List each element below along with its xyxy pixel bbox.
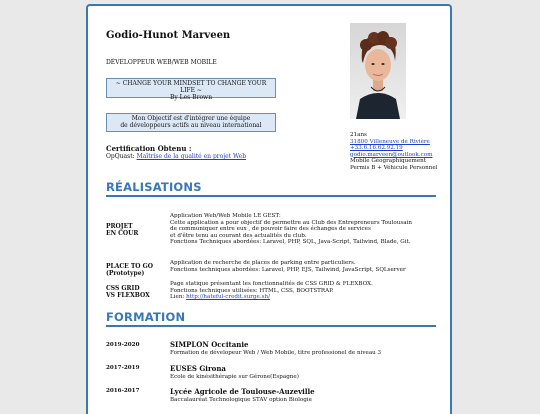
project-label: [106, 223, 138, 237]
objective-line-1: Mon Objectif est d'intégrer une équipe: [131, 115, 251, 122]
project-label-line: EN COUR: [106, 230, 139, 237]
formation-description: Formation de dévelopeur Web / Web Mobile, titre professionel de niveau 3: [170, 350, 382, 356]
formation-school: Lycée Agricole de Toulouse-Auzeville: [170, 387, 315, 396]
project-desc-line: Fonctions Techniques abordées: Laravel, PHP, SQL, Java-Script, Tailwind, Blade, Git.: [170, 239, 411, 245]
formation-school: SIMPLON Occitanie: [170, 340, 249, 349]
formation-title: FORMATION: [106, 310, 186, 324]
formation-years: 2017-2019: [106, 365, 140, 371]
address-link[interactable]: 31800 Villeneuve de Rivière: [350, 138, 430, 145]
job-title: DÉVELOPPEUR WEB/WEB MOBILE: [106, 59, 217, 66]
project-label-line: PROJET: [106, 223, 133, 230]
driving-license: Permis B + Véhicule Personnel: [350, 164, 438, 171]
realisations-title: RÉALISATIONS: [106, 180, 202, 194]
profile-photo: [350, 23, 406, 119]
objective-box: [106, 113, 276, 132]
quote-text: ~ CHANGE YOUR MINDSET TO CHANGE YOUR LIFE ~: [115, 80, 267, 94]
formation-divider: [106, 325, 436, 327]
certification-link[interactable]: Maîtrise de la qualité en projet Web: [136, 153, 247, 160]
project-link-line: [170, 294, 373, 301]
project-link[interactable]: http://hateful-credit.surge.sh/: [186, 294, 270, 300]
realisations-divider: [106, 195, 436, 197]
project-desc-line: Fonctions techniques utilisées: HTML, CSS, BOOTSTRAP.: [170, 287, 334, 294]
certification-line: [106, 153, 246, 160]
objective-line-2: de développeurs actifs au niveau international: [120, 122, 262, 129]
project-desc-line: Fonctions techniques abordées: Laravel, PHP, EJS, Tailwind, JavaScript, SQLserver: [170, 266, 406, 273]
project-label-line: (Prototype): [106, 270, 145, 277]
certification-prefix: OpQuast:: [106, 153, 135, 160]
project-description: [170, 213, 412, 246]
portrait-image: [350, 23, 406, 119]
contact-block: [350, 132, 437, 171]
candidate-name: Godio-Hunot Marveen: [106, 30, 231, 41]
phone-link[interactable]: +33.6.16.62.92.19: [350, 145, 403, 151]
project-label-line: CSS GRID: [106, 285, 140, 292]
formation-description: Baccalauréat Technologique STAV option Biologie: [170, 397, 312, 403]
project-label: [106, 263, 153, 277]
email-link[interactable]: godio.marveen@outlook.com: [350, 151, 433, 158]
quote-author: By Les Brown: [169, 94, 213, 101]
certification-title: Certification Obtenu :: [106, 144, 192, 153]
project-desc-line: Cette application a pour objectif de permettre au Club des Entrepreneurs Toulousain: [170, 219, 412, 226]
project-link-prefix: Lien:: [170, 294, 185, 300]
project-description: [170, 260, 406, 273]
project-desc-line: et d'être tenu au courant des actualités du club.: [170, 232, 307, 239]
project-desc-line: Application Web/Web Mobile LE GEST:: [170, 213, 281, 219]
mobility: Mobile Géographiquement: [350, 158, 427, 164]
formation-school: EUSES Girona: [170, 364, 226, 373]
project-label: [106, 285, 150, 299]
project-label-line: VS FLEXBOX: [106, 292, 150, 299]
formation-description: Ecole de kinésithérapie sur Gérone(Espagne): [170, 374, 299, 380]
project-description: [170, 281, 373, 301]
project-desc-line: Application de recherche de places de parking entre particuliers.: [170, 260, 356, 266]
age: 21ans: [350, 132, 367, 138]
project-desc-line: de communiquer entre eux , de pouvoir faire des échanges de services: [170, 226, 371, 232]
cv-page: [86, 4, 452, 414]
formation-years: 2016-2017: [106, 388, 140, 394]
project-desc-line: Page statique présentant les fonctionnalités de CSS GRID & FLEXBOX.: [170, 281, 373, 287]
project-label-line: PLACE TO GO: [106, 263, 153, 270]
formation-years: 2019-2020: [106, 342, 140, 348]
quote-box: [106, 78, 276, 101]
